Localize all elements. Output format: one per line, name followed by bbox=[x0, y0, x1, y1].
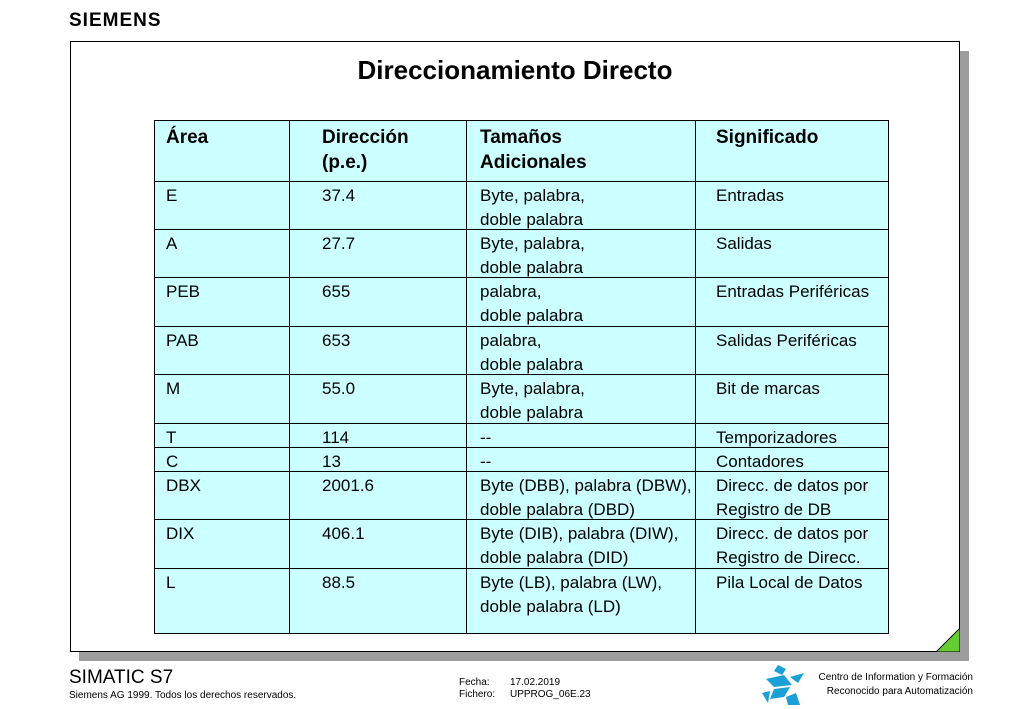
table-cell: Pila Local de Datos bbox=[716, 573, 863, 592]
table-cell: Byte (DBB), palabra (DBW), doble palabra (DBD) bbox=[480, 476, 692, 519]
slide-panel bbox=[70, 41, 960, 652]
table-cell: 114 bbox=[322, 428, 350, 447]
fichero-value: UPPROG_06E.23 bbox=[510, 689, 591, 700]
addressing-table bbox=[154, 120, 889, 634]
table-cell: Bit de marcas bbox=[716, 379, 820, 398]
table-row bbox=[155, 424, 888, 448]
table-row bbox=[155, 327, 888, 375]
column-divider bbox=[695, 121, 696, 633]
table-cell: -- bbox=[480, 452, 492, 471]
table-header-cell: Tamaños Adicionales bbox=[480, 127, 587, 173]
table-cell: C bbox=[166, 452, 179, 471]
table-cell: 13 bbox=[322, 452, 341, 471]
table-cell: L bbox=[166, 573, 176, 592]
table-cell: T bbox=[166, 428, 177, 447]
table-cell: M bbox=[166, 379, 181, 398]
table-cell: palabra, doble palabra bbox=[480, 282, 584, 325]
table-cell: 27.7 bbox=[322, 234, 356, 253]
table-cell: 653 bbox=[322, 331, 351, 350]
table-cell: 2001.6 bbox=[322, 476, 374, 495]
table-cell: A bbox=[166, 234, 178, 253]
table-row bbox=[155, 375, 888, 424]
product-name: SIMATIC S7 bbox=[69, 667, 174, 688]
column-divider bbox=[466, 121, 467, 633]
table-cell: Byte (DIB), palabra (DIW), doble palabra (DID) bbox=[480, 524, 679, 567]
table-header-cell: Significado bbox=[716, 127, 819, 148]
table-cell: 655 bbox=[322, 282, 351, 301]
table-cell: DIX bbox=[166, 524, 195, 543]
table-row bbox=[155, 472, 888, 520]
table-cell: E bbox=[166, 186, 178, 205]
table-cell: Entradas Periféricas bbox=[716, 282, 870, 301]
table-header-row bbox=[155, 121, 888, 182]
table-row bbox=[155, 278, 888, 327]
table-cell: PEB bbox=[166, 282, 201, 301]
table-cell: Entradas bbox=[716, 186, 785, 205]
table-cell: Direcc. de datos por Registro de Direcc. bbox=[716, 524, 869, 567]
fichero-label: Fichero: bbox=[459, 689, 496, 700]
siemens-logo: SIEMENS bbox=[69, 10, 162, 31]
table-cell: 406.1 bbox=[322, 524, 365, 543]
table-cell: 55.0 bbox=[322, 379, 356, 398]
table-cell: PAB bbox=[166, 331, 199, 350]
table-row bbox=[155, 230, 888, 278]
table-row bbox=[155, 448, 888, 472]
table-cell: 88.5 bbox=[322, 573, 356, 592]
page-corner-icon bbox=[936, 628, 960, 652]
table-header-cell: Dirección (p.e.) bbox=[322, 127, 409, 173]
table-header-cell: Área bbox=[166, 127, 209, 148]
table-cell: Salidas Periféricas bbox=[716, 331, 857, 350]
table-cell: Byte (LB), palabra (LW), doble palabra (LD) bbox=[480, 573, 663, 616]
fecha-label: Fecha: bbox=[459, 677, 490, 688]
table-cell: Byte, palabra, doble palabra bbox=[480, 234, 585, 277]
table-cell: Byte, palabra, doble palabra bbox=[480, 186, 585, 229]
copyright-text: Siemens AG 1999. Todos los derechos reservados. bbox=[69, 690, 297, 701]
column-divider bbox=[289, 121, 290, 633]
table-cell: Direcc. de datos por Registro de DB bbox=[716, 476, 869, 519]
table-row bbox=[155, 569, 888, 632]
center-line-2: Reconocido para Automatización bbox=[826, 686, 973, 697]
table-cell: Byte, palabra, doble palabra bbox=[480, 379, 585, 422]
fecha-value: 17.02.2019 bbox=[510, 677, 561, 688]
page-title: Direccionamiento Directo bbox=[357, 55, 673, 85]
table-cell: DBX bbox=[166, 476, 201, 495]
table-cell: Temporizadores bbox=[716, 428, 837, 447]
table-cell: 37.4 bbox=[322, 186, 356, 205]
table-row bbox=[155, 520, 888, 569]
table-cell: Contadores bbox=[716, 452, 804, 471]
table-row bbox=[155, 182, 888, 230]
table-cell: Salidas bbox=[716, 234, 772, 253]
table-cell: -- bbox=[480, 428, 492, 447]
center-line-1: Centro de Information y Formación bbox=[818, 672, 973, 683]
table-cell: palabra, doble palabra bbox=[480, 331, 584, 374]
